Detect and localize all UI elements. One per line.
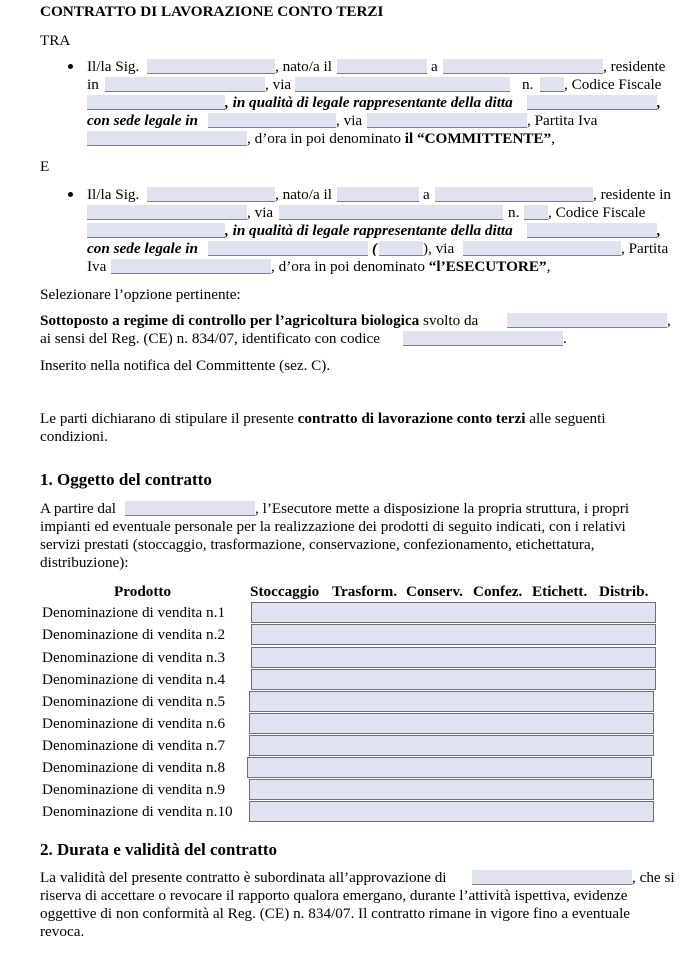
committente-via-label: , via <box>265 76 292 93</box>
row-services-field-6[interactable] <box>249 713 654 734</box>
esecutore-cf-label: , Codice Fiscale <box>548 204 646 221</box>
esecutore-ditta-field[interactable] <box>527 223 657 238</box>
sec2-text-line1-pre: La validità del presente contratto è subordinata all’approvazione di <box>40 869 447 886</box>
committente-qualita-label: , in qualità di legale rappresentante della ditta <box>225 94 513 111</box>
esecutore-denom-text: , d’ora in poi denominato “l’ESECUTORE”, <box>271 258 551 275</box>
sec2-text-line1-post: , che si <box>632 869 675 886</box>
row-services-field-7[interactable] <box>249 735 654 756</box>
sec1-text-line1-pre: A partire dal <box>40 500 116 517</box>
row-label-5: Denominazione di vendita n.5 <box>42 693 226 710</box>
controllo-text-line1: Sottoposto a regime di controllo per l’agricoltura biologica svolto da <box>40 312 479 329</box>
esecutore-partita-label: , Partita <box>621 240 669 257</box>
esecutore-role: “l’ESECUTORE” <box>428 258 547 275</box>
bullet-committente <box>68 64 73 69</box>
row-label-8: Denominazione di vendita n.8 <box>42 759 226 776</box>
committente-comune-field[interactable] <box>105 77 265 92</box>
committente-in-label: in <box>87 76 99 93</box>
sec1-text-line1-post: , l’Esecutore mette a disposizione la propria struttura, i propri <box>255 500 630 517</box>
controllo-comma: , <box>667 312 671 329</box>
row-label-7: Denominazione di vendita n.7 <box>42 737 226 754</box>
parti-text-line2: condizioni. <box>40 428 108 445</box>
committente-role: il “COMMITTENTE” <box>404 130 552 147</box>
row-services-field-5[interactable] <box>249 691 654 712</box>
row-label-4: Denominazione di vendita n.4 <box>42 671 226 688</box>
committente-data-nascita-field[interactable] <box>337 59 427 74</box>
document-title: CONTRATTO DI LAVORAZIONE CONTO TERZI <box>40 3 384 20</box>
committente-cf-label: , Codice Fiscale <box>564 76 662 93</box>
esecutore-via-label: , via <box>247 204 274 221</box>
esecutore-partita-iva-field[interactable] <box>111 259 271 274</box>
row-services-field-1[interactable] <box>251 602 656 623</box>
header-conserv: Conserv. <box>406 583 463 600</box>
committente-codice-fiscale-field[interactable] <box>87 95 225 110</box>
committente-civico-field[interactable] <box>540 77 564 92</box>
row-services-field-10[interactable] <box>249 801 654 822</box>
esecutore-qualita-label: , in qualità di legale rappresentante della ditta <box>225 222 513 239</box>
row-services-field-9[interactable] <box>249 779 654 800</box>
committente-a-label: a <box>431 58 438 75</box>
row-services-field-2[interactable] <box>251 624 656 645</box>
committente-sede-label: con sede legale in <box>87 112 198 129</box>
organismo-controllo-field[interactable] <box>507 313 667 328</box>
committente-denom-text: , d’ora in poi denominato il “COMMITTENTE”, <box>247 130 555 147</box>
tra-label: TRA <box>40 32 71 49</box>
row-label-9: Denominazione di vendita n.9 <box>42 781 226 798</box>
esecutore-paren-open: ( <box>372 240 378 257</box>
sec2-text-line3: oggettive di non conformità al Reg. (CE) n. 834/07. Il contratto rimane in vigore fino a eventuale <box>40 905 631 922</box>
esecutore-residente-label: , residente in <box>593 186 672 203</box>
row-label-3: Denominazione di vendita n.3 <box>42 649 226 666</box>
header-confez: Confez. <box>473 583 523 600</box>
sec2-text-line2: riserva di accettare o revocare il rapporto qualora emergano, durante l’attività ispettiva, evidenze <box>40 887 628 904</box>
codice-identificativo-field[interactable] <box>403 331 563 346</box>
esecutore-sede-field[interactable] <box>208 241 368 256</box>
esecutore-a-label: a <box>423 186 430 203</box>
row-services-field-4[interactable] <box>251 669 656 690</box>
esecutore-n-label: n. <box>508 204 520 221</box>
header-distrib: Distrib. <box>599 583 649 600</box>
row-services-field-8[interactable] <box>247 757 652 778</box>
committente-sig-label: Il/la Sig. <box>87 58 140 75</box>
committente-sede-field[interactable] <box>208 113 336 128</box>
esecutore-nome-field[interactable] <box>147 187 275 202</box>
sec1-text-line4: distribuzione): <box>40 554 129 571</box>
esecutore-sede-via-label: ), via <box>423 240 455 257</box>
esecutore-codice-fiscale-field[interactable] <box>87 223 225 238</box>
row-label-10: Denominazione di vendita n.10 <box>42 803 233 820</box>
bullet-esecutore <box>68 192 73 197</box>
sec1-text-line3: servizi prestati (stoccaggio, trasformazione, conservazione, confezionamento, etichettatura, <box>40 536 595 553</box>
esecutore-data-nascita-field[interactable] <box>337 187 419 202</box>
row-services-field-3[interactable] <box>251 647 656 668</box>
esecutore-nato-label: , nato/a il <box>275 186 332 203</box>
row-label-2: Denominazione di vendita n.2 <box>42 626 226 643</box>
sec1-text-line2: impianti ed eventuale personale per la realizzazione dei prodotti di seguito indicati, con i relativi <box>40 518 626 535</box>
esecutore-provincia-field[interactable] <box>379 241 423 256</box>
esecutore-sede-via-field[interactable] <box>463 241 621 256</box>
committente-partita-iva-field[interactable] <box>87 131 247 146</box>
esecutore-civico-field[interactable] <box>524 205 548 220</box>
committente-ditta-field[interactable] <box>527 95 657 110</box>
section-2-heading: 2. Durata e validità del contratto <box>40 840 278 859</box>
esecutore-luogo-nascita-field[interactable] <box>435 187 593 202</box>
notifica-text: Inserito nella notifica del Committente (sez. C). <box>40 357 331 374</box>
row-label-6: Denominazione di vendita n.6 <box>42 715 226 732</box>
header-stoccaggio: Stoccaggio <box>250 583 320 600</box>
controllo-text-line2: ai sensi del Reg. (CE) n. 834/07, identificato con codice <box>40 330 380 347</box>
committente-nome-field[interactable] <box>147 59 275 74</box>
e-label: E <box>40 158 50 175</box>
committente-nato-label: , nato/a il <box>275 58 332 75</box>
committente-via-field[interactable] <box>295 77 510 92</box>
parti-text-line1: Le parti dichiarano di stipulare il presente contratto di lavorazione conto terzi alle seguenti <box>40 410 606 427</box>
committente-ditta-comma: , <box>657 94 661 111</box>
header-trasform: Trasform. <box>332 583 398 600</box>
data-inizio-field[interactable] <box>125 501 255 516</box>
esecutore-iva-label: Iva <box>87 258 107 275</box>
esecutore-via-field[interactable] <box>279 205 503 220</box>
sec2-text-line4: revoca. <box>40 923 85 940</box>
section-1-heading: 1. Oggetto del contratto <box>40 470 212 489</box>
header-etichett: Etichett. <box>532 583 588 600</box>
committente-n-label: n. <box>522 76 534 93</box>
committente-piva-label: , Partita Iva <box>527 112 598 129</box>
esecutore-comune-field[interactable] <box>87 205 247 220</box>
row-label-1: Denominazione di vendita n.1 <box>42 604 226 621</box>
esecutore-ditta-comma: , <box>657 222 661 239</box>
header-prodotto: Prodotto <box>114 583 172 600</box>
organismo-approvazione-field[interactable] <box>472 870 632 885</box>
controllo-dot: . <box>563 330 567 347</box>
esecutore-sede-label: con sede legale in <box>87 240 198 257</box>
esecutore-sig-label: Il/la Sig. <box>87 186 140 203</box>
selezionare-text: Selezionare l’opzione pertinente: <box>40 286 241 303</box>
committente-luogo-nascita-field[interactable] <box>443 59 603 74</box>
committente-sede-via-field[interactable] <box>367 113 527 128</box>
committente-residente-label: , residente <box>603 58 666 75</box>
committente-sede-via-label: , via <box>336 112 363 129</box>
